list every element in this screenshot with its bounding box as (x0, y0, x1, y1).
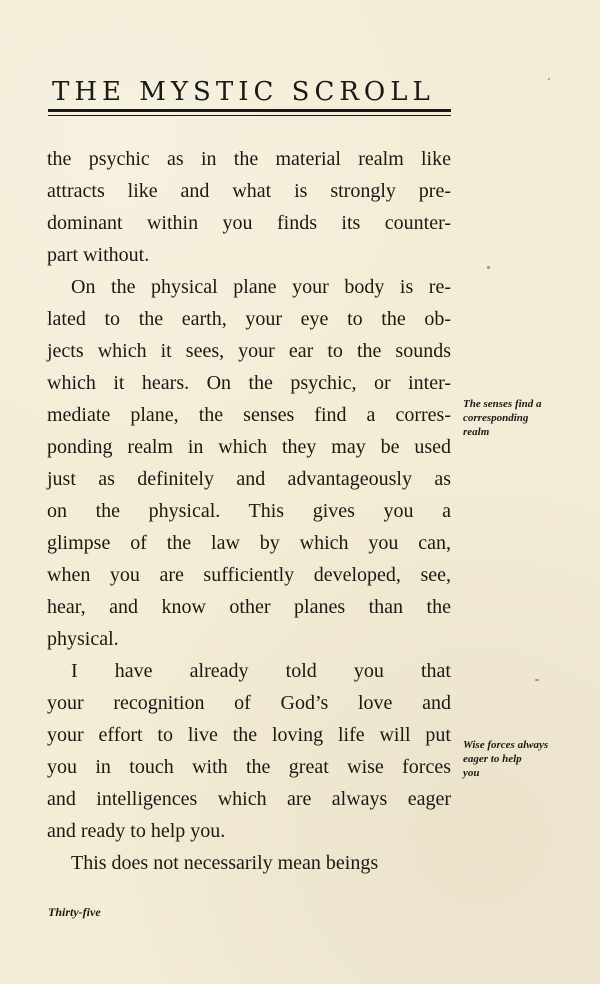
text-line: just as definitely and advantageously as (47, 468, 451, 490)
text-line: lated to the earth, your eye to the ob- (47, 308, 451, 330)
text-line: hear, and know other planes than the (47, 596, 451, 618)
text-line: and ready to help you. (47, 820, 226, 842)
page-number: Thirty-five (48, 905, 101, 919)
text-line: glimpse of the law by which you can, (47, 532, 451, 554)
text-line: ponding realm in which they may be used (47, 436, 451, 458)
text-line: mediate plane, the senses find a corres- (47, 404, 451, 426)
text-line: your effort to live the loving life will put (47, 724, 451, 746)
running-header (48, 78, 451, 120)
text-line: and intelligences which are always eager (47, 788, 451, 810)
text-line: dominant within you finds its counter- (47, 212, 451, 234)
paper-speck (548, 78, 550, 80)
text-line: I have already told you that (71, 660, 451, 682)
header-rule-thick (48, 109, 451, 112)
text-line: This does not necessarily mean beings (71, 852, 379, 874)
text-line: part without. (47, 244, 150, 266)
paper-speck (535, 679, 539, 681)
body-text (47, 143, 451, 879)
text-line: on the physical. This gives you a (47, 500, 451, 522)
header-rule-thin (48, 115, 451, 116)
text-line: when you are sufficiently developed, see, (47, 564, 451, 586)
text-line: the psychic as in the material realm like (47, 148, 451, 170)
text-line: you in touch with the great wise forces (47, 756, 451, 778)
margin-note-wise-forces: Wise forces always eager to help you (463, 739, 549, 779)
text-line: attracts like and what is strongly pre- (47, 180, 451, 202)
running-title: THE MYSTIC SCROLL (52, 77, 435, 107)
text-line: physical. (47, 628, 119, 650)
margin-note-senses: The senses find a corresponding realm (463, 398, 542, 438)
text-line: On the physical plane your body is re- (71, 276, 451, 298)
paper-speck (487, 266, 490, 269)
text-line: which it hears. On the psychic, or inter- (47, 372, 451, 394)
text-line: your recognition of God’s love and (47, 692, 451, 714)
text-line: jects which it sees, your ear to the sounds (47, 340, 451, 362)
